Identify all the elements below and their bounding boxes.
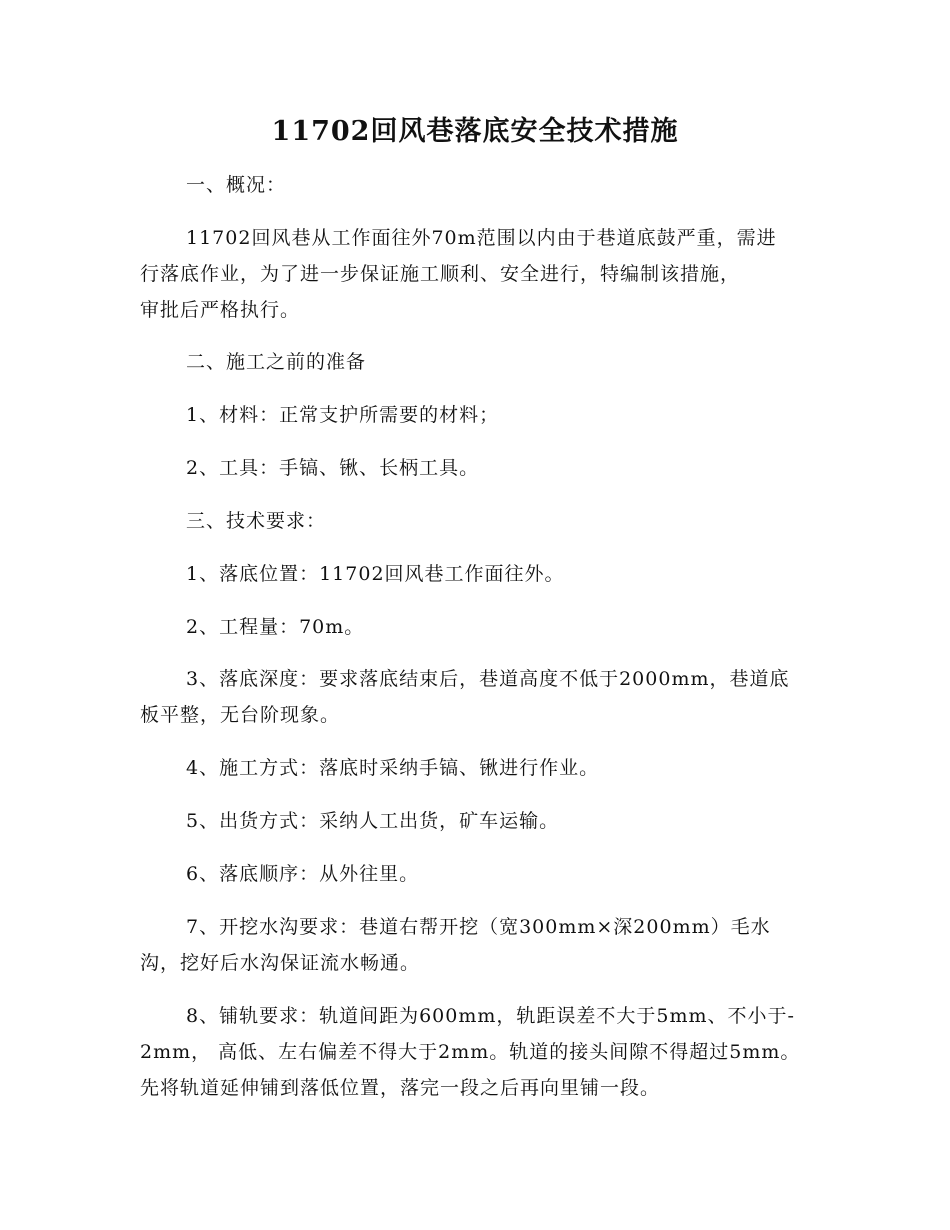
paragraph-line: 11702回风巷从工作面往外70m范围以内由于巷道底鼓严重，需进	[186, 227, 777, 249]
list-item-text: 2mm， 高低、左右偏差不得大于2mm。轨道的接头间隙不得超过5mm。	[140, 1041, 801, 1063]
list-item	[140, 609, 810, 645]
list-item	[140, 556, 810, 592]
section-heading-technical	[140, 503, 810, 539]
list-item-text: 6、落底顺序：从外往里。	[186, 863, 420, 885]
heading-text: 二、施工之前的准备	[186, 351, 367, 373]
paragraph-line: 行落底作业，为了进一步保证施工顺利、安全进行，特编制该措施，	[140, 263, 741, 285]
document-title: 11702回风巷落底安全技术措施	[271, 116, 679, 147]
list-item-text: 5、出货方式：采纳人工出货，矿车运输。	[186, 810, 560, 832]
list-item-text: 3、落底深度：要求落底结束后，巷道高度不低于2000mm，巷道底	[186, 668, 790, 690]
list-item-text: 4、施工方式：落底时采纳手镐、锹进行作业。	[186, 757, 600, 779]
section-heading-preparation	[140, 344, 810, 380]
list-item	[140, 998, 810, 1106]
list-item	[140, 803, 810, 839]
list-item	[140, 750, 810, 786]
list-item-text: 7、开挖水沟要求：巷道右帮开挖（宽300mm×深200mm）毛水	[186, 916, 771, 938]
list-item-text: 沟，挖好后水沟保证流水畅通。	[140, 952, 421, 974]
overview-paragraph	[140, 220, 810, 328]
list-item	[140, 909, 810, 981]
list-item-text: 1、材料：正常支护所需要的材料；	[186, 404, 500, 426]
document-page	[140, 0, 810, 1230]
list-item	[140, 856, 810, 892]
list-item-text: 1、落底位置：11702回风巷工作面往外。	[186, 563, 565, 585]
list-item-text: 板平整，无台阶现象。	[140, 704, 341, 726]
list-item-text: 先将轨道延伸铺到落低位置，落完一段之后再向里铺一段。	[140, 1077, 661, 1099]
heading-text: 三、技术要求：	[186, 510, 327, 532]
list-item	[140, 661, 810, 733]
list-item-text: 8、铺轨要求：轨道间距为600mm，轨距误差不大于5mm、不小于-	[186, 1005, 795, 1027]
heading-text: 一、概况：	[186, 174, 287, 196]
list-item-text: 2、工程量：70m。	[186, 616, 365, 638]
list-item-text: 2、工具：手镐、锹、长柄工具。	[186, 457, 480, 479]
list-item	[140, 397, 810, 433]
section-heading-overview	[140, 167, 810, 203]
paragraph-line: 审批后严格执行。	[140, 299, 301, 321]
list-item	[140, 450, 810, 486]
